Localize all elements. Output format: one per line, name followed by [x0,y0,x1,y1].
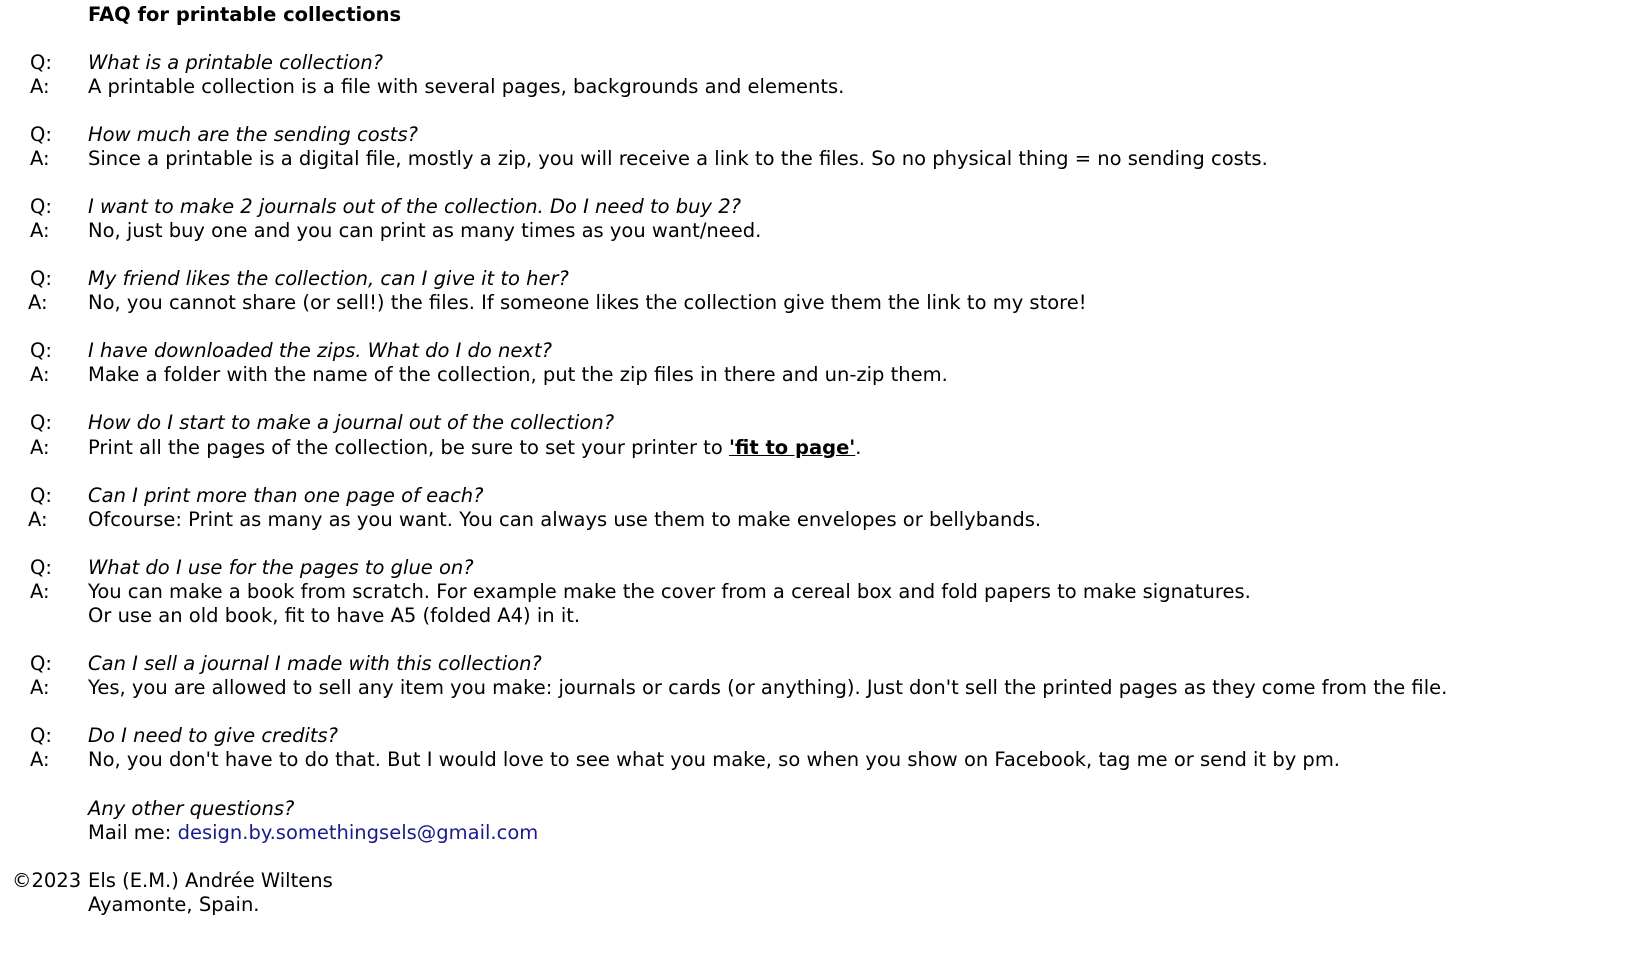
a-label: A: [30,363,50,386]
a-label: A: [28,291,48,314]
faq-answer-2 [0,146,1629,171]
answer-text: A printable collection is a file with several pages, backgrounds and elements. [88,75,845,98]
faq-answer-4 [0,290,1629,315]
faq-answer-10 [0,747,1629,772]
a-label: A: [30,748,50,771]
question-text: What do I use for the pages to glue on? [88,556,474,579]
page-title: FAQ for printable collections [88,3,402,26]
question-text: How do I start to make a journal out of the collection? [88,411,615,434]
q-label: Q: [30,123,52,146]
a-label: A: [30,219,50,242]
faq-question-1 [0,50,1629,75]
answer-text: Or use an old book, fit to have A5 (folded A4) in it. [88,604,581,627]
question-text: Can I print more than one page of each? [88,484,484,507]
footer-row-1 [0,868,1629,893]
faq-question-6 [0,410,1629,435]
q-label: Q: [30,267,52,290]
faq-question-7 [0,483,1629,508]
faq-question-8 [0,555,1629,580]
faq-answer-7 [0,507,1629,532]
answer-text: You can make a book from scratch. For example make the cover from a cereal box and fold papers to make signatures. [88,580,1251,603]
a-label: A: [30,75,50,98]
faq-answer-8 [0,579,1629,604]
mail-prefix: Mail me: [88,821,178,844]
faq-answer-5 [0,362,1629,387]
q-label: Q: [30,724,52,747]
question-text: I want to make 2 journals out of the collection. Do I need to buy 2? [88,195,741,218]
contact-mail-row [0,820,1629,845]
faq-question-3 [0,194,1629,219]
faq-answer-1 [0,74,1629,99]
answer-text: Yes, you are allowed to sell any item you make: journals or cards (or anything). Just don't sell the printed pages as they come from the file. [88,676,1448,699]
answer-text: No, you cannot share (or sell!) the files. If someone likes the collection give them the link to my store! [88,291,1087,314]
answer-text [88,435,861,460]
a-label: A: [28,508,48,531]
faq-question-2 [0,122,1629,147]
faq-answer-9 [0,675,1629,700]
fit-to-page-link[interactable]: 'fit to page' [728,436,856,459]
author-location: Ayamonte, Spain. [88,893,260,916]
a-label: A: [30,676,50,699]
a-label: A: [30,436,50,459]
question-text: Do I need to give credits? [88,724,339,747]
q-label: Q: [30,652,52,675]
faq-question-4 [0,266,1629,291]
answer-text: No, just buy one and you can print as many times as you want/need. [88,219,762,242]
question-text: What is a printable collection? [88,51,384,74]
author-name: Els (E.M.) Andrée Wiltens [88,869,333,892]
faq-answer-6 [0,435,1629,460]
faq-question-10 [0,723,1629,748]
q-label: Q: [30,195,52,218]
question-text: My friend likes the collection, can I give it to her? [88,267,569,290]
q-label: Q: [30,556,52,579]
question-text: I have downloaded the zips. What do I do next? [88,339,552,362]
answer-text: Ofcourse: Print as many as you want. You can always use them to make envelopes or bellybands. [88,508,1042,531]
answer-text: No, you don't have to do that. But I would love to see what you make, so when you show on Facebook, tag me or send it by pm. [88,748,1341,771]
answer-text: Make a folder with the name of the collection, put the zip files in there and un-zip them. [88,363,948,386]
question-text: Can I sell a journal I made with this collection? [88,652,542,675]
mail-line [88,820,538,845]
email-link[interactable]: design.by.somethingsels@gmail.com [177,821,539,844]
faq-answer-8-line-2 [0,603,1629,628]
contact-question [0,796,1629,821]
q-label: Q: [30,339,52,362]
copyright-text: ©2023 [12,869,82,892]
a-label: A: [30,580,50,603]
answer-text-after-link: . [855,436,862,459]
q-label: Q: [30,411,52,434]
footer-row-2 [0,892,1629,917]
a-label: A: [30,147,50,170]
faq-question-5 [0,338,1629,363]
q-label: Q: [30,484,52,507]
q-label: Q: [30,51,52,74]
faq-answer-3 [0,218,1629,243]
faq-question-9 [0,651,1629,676]
question-text: How much are the sending costs? [88,123,418,146]
answer-text: Since a printable is a digital file, mostly a zip, you will receive a link to the files. So no physical thing = no sending costs. [88,147,1268,170]
other-questions-text: Any other questions? [88,797,295,820]
answer-text-before-link: Print all the pages of the collection, be sure to set your printer to [88,436,729,459]
